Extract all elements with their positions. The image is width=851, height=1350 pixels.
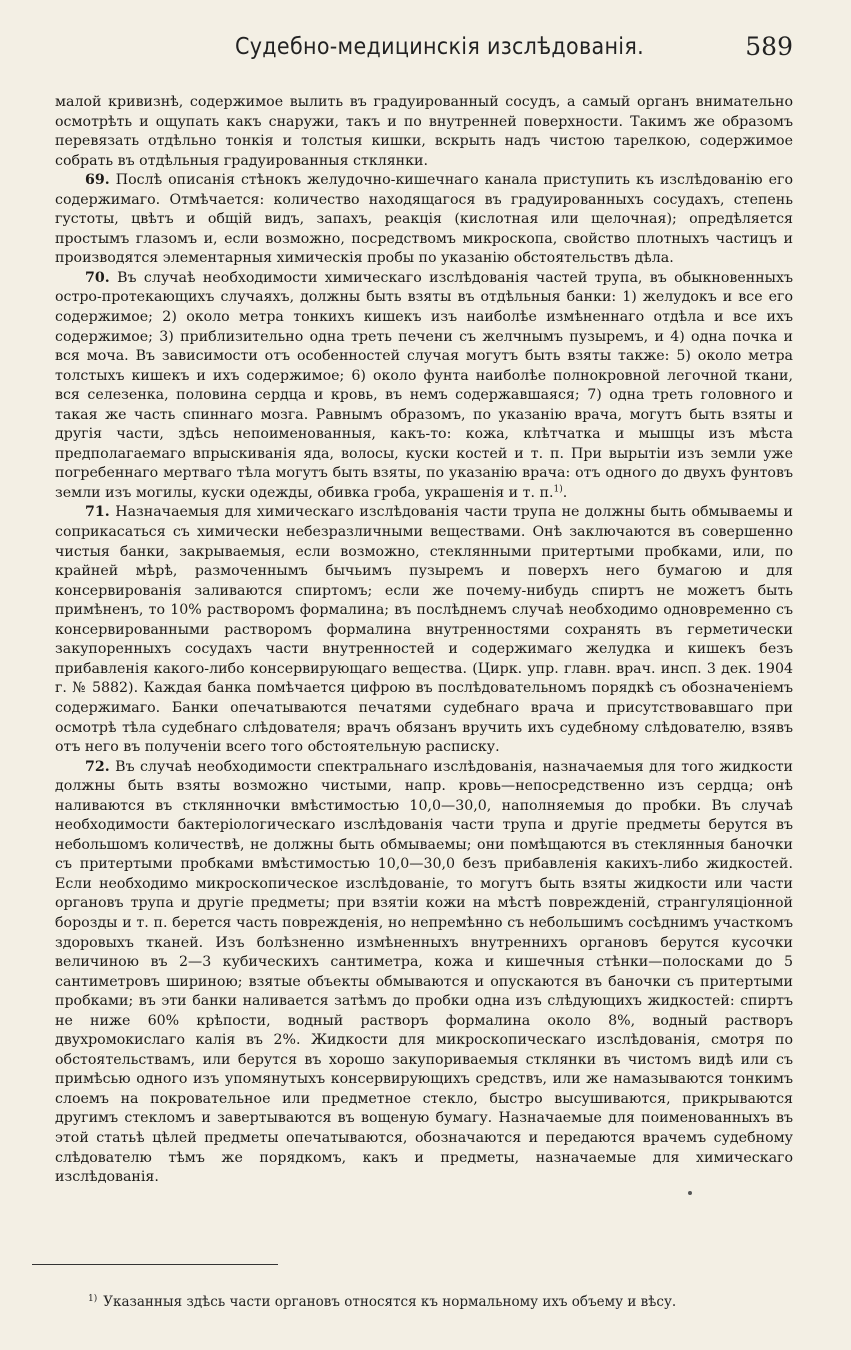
paragraph-continuation bbox=[55, 93, 793, 171]
footnote-divider bbox=[32, 1264, 278, 1265]
paragraph-71 bbox=[55, 503, 793, 757]
page-number: 589 bbox=[745, 32, 793, 61]
paragraph-text: Послѣ описанія стѣнокъ желудочно-кишечнаго канала приступить къ изслѣдованію его содержимаго. Отмѣчается: количество находящагося въ градуированныхъ сосудахъ, степень густоты, цвѣтъ и общій видъ, запахъ, реакція (кислотная или щелочная); опредѣляется простымъ глазомъ и, если возможно, посредствомъ микроскопа, свойство плотныхъ частицъ и производятся элементарныя химическія пробы по указанію обстоятельствъ дѣла. bbox=[55, 172, 794, 267]
print-speck bbox=[688, 1191, 692, 1195]
paragraph-number: 70. bbox=[85, 269, 110, 286]
paragraph-number: 72. bbox=[85, 758, 110, 775]
paragraph-text: Назначаемыя для химическаго изслѣдованія части трупа не должны быть обмываемы и соприкасаться съ химически небезразличными веществами. Онѣ заключаются въ совершенно чистыя банки, закрываемыя, если возможно, стеклянными притертыми пробками, или, по крайней мѣрѣ, размоченнымъ бычьимъ пузыремъ и поверхъ него бумагою и для консервированія заливаются спиртомъ; если же почему-нибудь спиртъ не можетъ быть примѣненъ, то 10% растворомъ формалина; въ послѣднемъ случаѣ необходимо одновременно съ консервированными растворомъ формалина внутренностями сохранять въ герметически закупоренныхъ сосудахъ части внутренностей и содержимаго желудка и кишекъ безъ прибавленія какого-либо консервирующаго вещества. (Цирк. упр. главн. врач. инсп. 3 дек. 1904 г. № 5882). Каждая банка помѣчается цифрою въ послѣдовательномъ порядкѣ съ обозначеніемъ содержимаго. Банки опечатываются печатями судебнаго врача и присутствовавшаго при осмотрѣ тѣла судебнаго слѣдователя; врачъ обязанъ вручить ихъ судебному слѣдователю, взявъ отъ него въ полученіи всего того обстоятельную расписку. bbox=[55, 504, 793, 756]
footnote-reference[interactable]: 1) bbox=[553, 484, 563, 495]
footnote-mark: 1) bbox=[88, 1293, 98, 1304]
paragraph-number: 71. bbox=[85, 504, 110, 521]
body-text bbox=[55, 93, 793, 1188]
paragraph-text: Въ случаѣ необходимости химическаго изслѣдованія частей трупа, въ обыкновенныхъ остро-протекающихъ случаяхъ, должны быть взяты въ отдѣльныя банки: 1) желудокъ и все его содержимое; 2) около метра тонкихъ кишекъ изъ наиболѣе измѣненнаго отдѣла и все ихъ содержимое; 3) приблизительно одна треть печени съ желчнымъ пузыремъ, и 4) одна почка и вся моча. Въ зависимости отъ особенностей случая могутъ быть взяты также: 5) около метра толстыхъ кишекъ и ихъ содержимое; 6) около фунта наиболѣе полнокровной легочной ткани, вся селезенка, половина сердца и кровь, въ немъ содержавшаяся; 7) одна треть головного и такая же часть спиннаго мозга. Равнымъ образомъ, по указанію врача, могутъ быть взяты и другія части, здѣсь непоименованныя, какъ-то: кожа, клѣтчатка и мышцы изъ мѣста предполагаемаго впрыскиванія яда, волосы, куски костей и т. п. При вырытіи изъ земли уже погребеннаго мертваго тѣла могутъ быть взяты, по указанію врача: отъ одного до двухъ фунтовъ земли изъ могилы, куски одежды, обивка гроба, украшенія и т. п. bbox=[55, 269, 793, 501]
running-title: Судебно-медицинскія изслѣдованія. bbox=[235, 34, 644, 60]
paragraph-70: 70. Въ случаѣ необходимости химическаго изслѣдованія частей трупа, въ обыкновенныхъ остро-протекающихъ случаяхъ, должны быть взяты въ отдѣльныя банки: 1) желудокъ и все его содержимое; 2) около метра тонкихъ кишекъ изъ наиболѣе измѣненнаго отдѣла и все ихъ содержимое; 3) приблизительно одна треть печени съ желчнымъ пузыремъ, и 4) одна почка и вся моча. Въ зависимости отъ особенностей случая могутъ быть взяты также: 5) около метра толстыхъ кишекъ и ихъ содержимое; 6) около фунта наиболѣе полнокровной легочной ткани, вся селезенка, половина сердца и кровь, въ немъ содержавшаяся; 7) одна треть головного и такая же часть спиннаго мозга. Равнымъ образомъ, по указанію врача, могутъ быть взяты и другія части, здѣсь непоименованныя, какъ-то: кожа, клѣтчатка и мышцы изъ мѣста предполагаемаго впрыскиванія яда, волосы, куски костей и т. п. При вырытіи изъ земли уже погребеннаго мертваго тѣла могутъ быть взяты, по указанію врача: отъ одного до двухъ фунтовъ земли изъ могилы, куски одежды, обивка гроба, украшенія и т. п.$^{1)}$. bbox=[55, 269, 793, 501]
footnote-text: Указанныя здѣсь части органовъ относятся къ нормальному ихъ объему и вѣсу. bbox=[103, 1294, 677, 1310]
footnote bbox=[88, 1294, 788, 1310]
paragraph-72 bbox=[55, 758, 793, 1188]
running-header bbox=[110, 30, 793, 70]
paragraph-69 bbox=[55, 171, 793, 269]
paragraph-text: Въ случаѣ необходимости спектральнаго изслѣдованія, назначаемыя для того жидкости должны быть взяты возможно чистыми, напр. кровь—непосредственно изъ сердца; онѣ наливаются въ стклянночки вмѣстимостью 10,0—30,0, наполняемыя до пробки. Въ случаѣ необходимости бактеріологическаго изслѣдованія части трупа и другіе предметы берутся въ небольшомъ количествѣ, не должны быть обмываемы; они помѣщаются въ стеклянныя баночки съ притертыми пробками вмѣстимостью 10,0—30,0 безъ прибавленія какихъ-либо жидкостей. Если необходимо микроскопическое изслѣдованіе, то могутъ быть взяты жидкости или части органовъ трупа и другіе предметы; при взятіи кожи на мѣстѣ поврежденій, странгуляціонной борозды и т. п. берется часть поврежденія, но непремѣнно съ небольшимъ сосѣднимъ участкомъ здоровыхъ тканей. Изъ болѣзненно измѣненныхъ внутреннихъ органовъ берутся кусочки величиною въ 2—3 кубическихъ сантиметра, кожа и кишечныя стѣнки—полосками до 5 сантиметровъ шириною; взятые объекты обмываются и опускаются въ баночки съ притертыми пробками; въ эти банки наливается затѣмъ до пробки одна изъ слѣдующихъ жидкостей: спиртъ не ниже 60% крѣпости, водный растворъ формалина около 8%, водный растворъ двухромокислаго калія въ 2%. Жидкости для микроскопическаго изслѣдованія, смотря по обстоятельствамъ, или берутся въ хорошо закупориваемыя стклянки въ чистомъ видѣ или съ примѣсью одного изъ упомянутыхъ консервирующихъ средствъ, или же намазываются тонкимъ слоемъ на покровательное или предметное стекло, быстро высушиваются, прикрываются другимъ стекломъ и завертываются въ вощеную бумагу. Назначаемые для поименованныхъ въ этой статьѣ цѣлей предметы опечатываются, обозначаются и передаются врачемъ судебному слѣдователю тѣмъ же порядкомъ, какъ и предметы, назначаемые для химическаго изслѣдованія. bbox=[55, 758, 793, 1186]
paragraph-number: 69. bbox=[85, 172, 110, 189]
paragraph-text: малой кривизнѣ, содержимое вылить въ градуированный сосудъ, а самый органъ внимательно осмотрѣть и ощупать какъ снаружи, такъ и по внутренней поверхности. Такимъ же образомъ перевязать отдѣльно тонкія и толстыя кишки, вскрыть надъ чистою тарелкою, содержимое собрать въ отдѣльныя градуированныя стклянки. bbox=[55, 94, 793, 169]
